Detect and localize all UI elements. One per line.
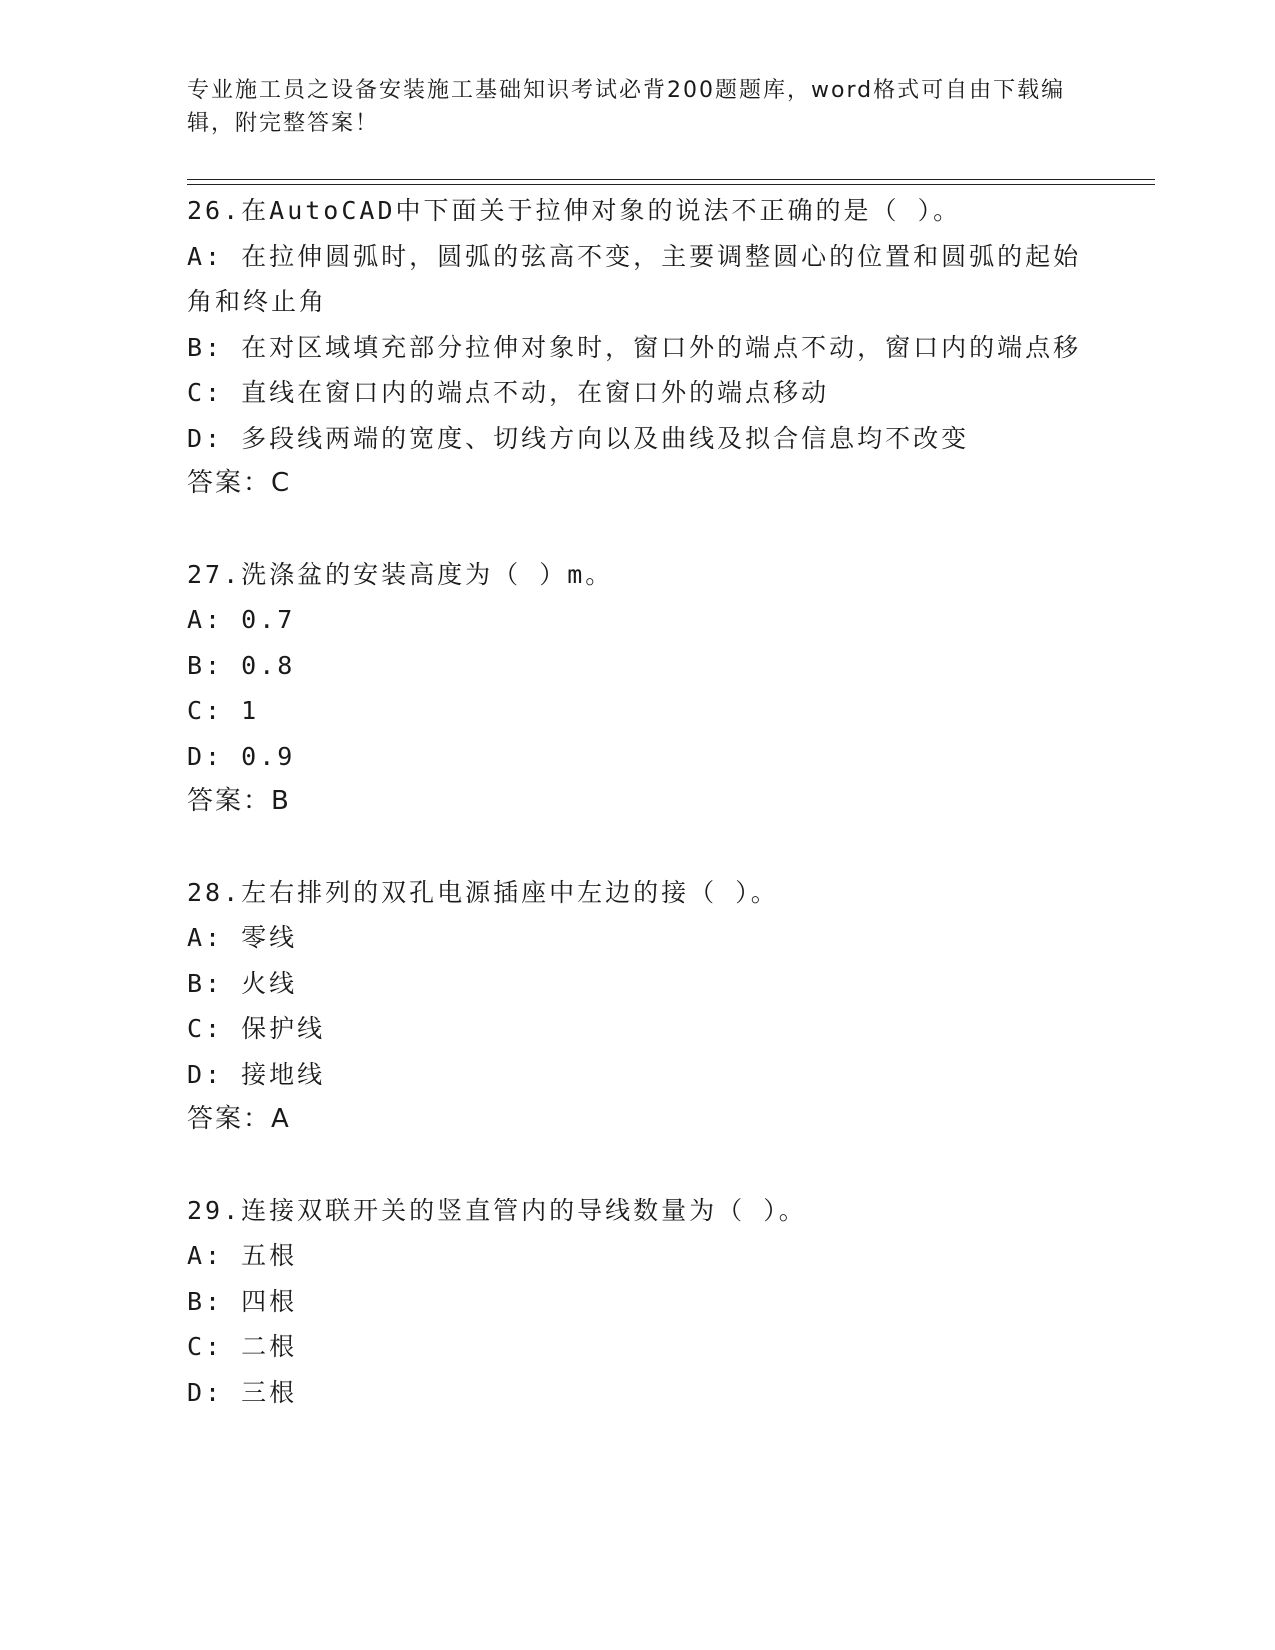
question-28 bbox=[187, 870, 1087, 1143]
option-c: C: 1 bbox=[187, 696, 260, 725]
option-d: D: 多段线两端的宽度、切线方向以及曲线及拟合信息均不改变 bbox=[187, 423, 970, 453]
question-stem: 29.连接双联开关的竖直管内的导线数量为（ ）。 bbox=[187, 1195, 807, 1225]
question-27 bbox=[187, 552, 1087, 825]
option-b: B: 0.8 bbox=[187, 650, 296, 680]
option-c: C: 直线在窗口内的端点不动，在窗口外的端点移动 bbox=[187, 378, 830, 407]
option-d: D: 0.9 bbox=[187, 741, 296, 771]
header-divider-top bbox=[187, 179, 1155, 180]
question-29 bbox=[187, 1188, 1087, 1416]
answer-label: 答案：C bbox=[187, 468, 292, 498]
option-d: D: 三根 bbox=[187, 1377, 298, 1407]
option-a: A: 五根 bbox=[187, 1241, 298, 1270]
option-b: B: 火线 bbox=[187, 968, 298, 998]
question-26 bbox=[187, 188, 1087, 507]
option-a: A: 0.7 bbox=[187, 605, 296, 634]
option-a: A: 在拉伸圆弧时，圆弧的弦高不变，主要调整圆心的位置和圆弧的起始角和终止角 bbox=[187, 241, 1082, 316]
question-stem: 27.洗涤盆的安装高度为（ ）m。 bbox=[187, 559, 614, 589]
answer-label: 答案：A bbox=[187, 1104, 291, 1134]
option-a: A: 零线 bbox=[187, 923, 298, 952]
option-d: D: 接地线 bbox=[187, 1059, 326, 1089]
option-c: C: 二根 bbox=[187, 1332, 298, 1361]
question-list bbox=[187, 188, 1087, 1460]
answer-label: 答案：B bbox=[187, 786, 291, 816]
option-b: B: 在对区域填充部分拉伸对象时，窗口外的端点不动，窗口内的端点移 bbox=[187, 332, 1082, 362]
question-stem: 28.左右排列的双孔电源插座中左边的接（ ）。 bbox=[187, 877, 779, 907]
question-stem: 26.在AutoCAD中下面关于拉伸对象的说法不正确的是（ ）。 bbox=[187, 196, 962, 225]
option-b: B: 四根 bbox=[187, 1286, 298, 1316]
option-c: C: 保护线 bbox=[187, 1014, 326, 1043]
header-divider-bottom bbox=[187, 184, 1155, 185]
document-header: 专业施工员之设备安装施工基础知识考试必背200题题库，word格式可自由下载编辑，附完整答案！ bbox=[187, 78, 1066, 136]
